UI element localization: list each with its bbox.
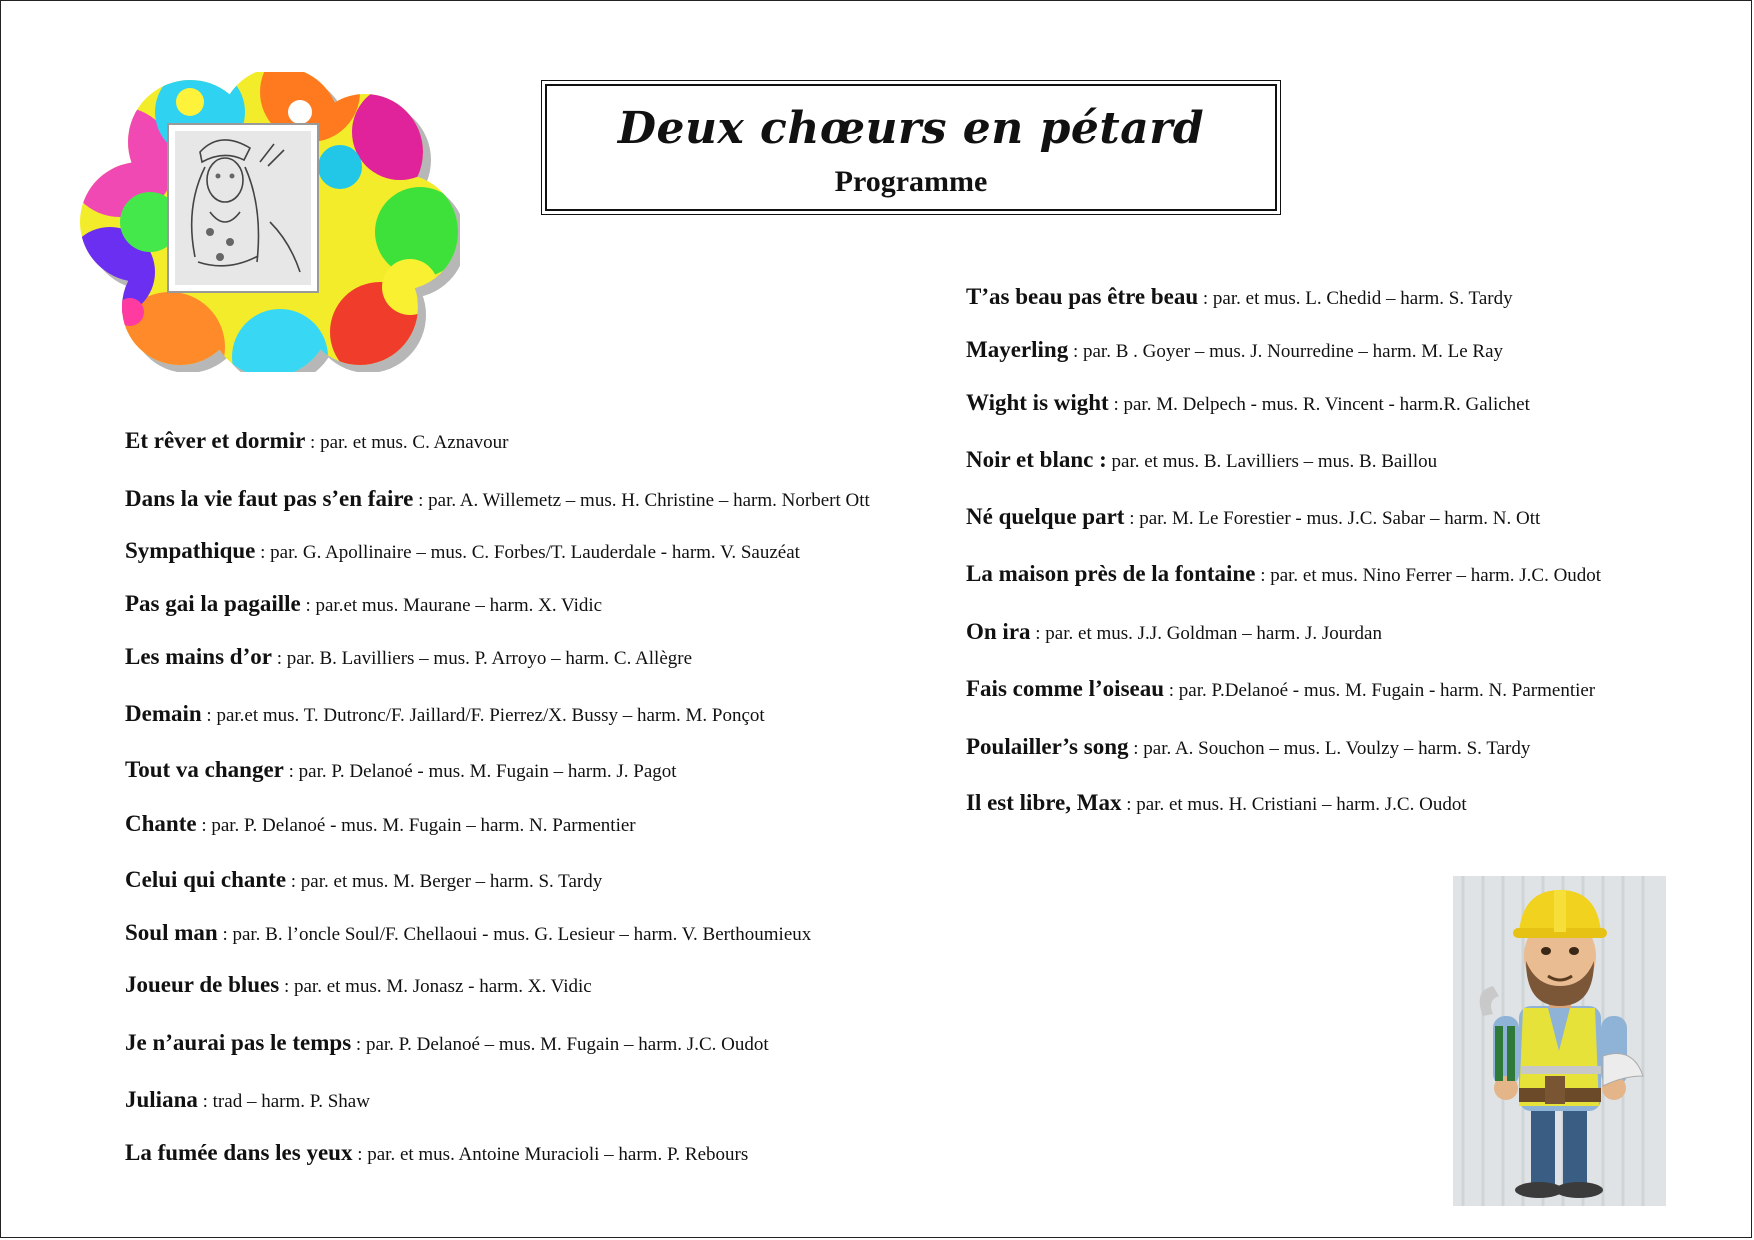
song-title: La fumée dans les yeux xyxy=(125,1140,353,1165)
song-credits: : par. P. Delanoé – mus. M. Fugain – harm. J.C. Oudot xyxy=(351,1034,769,1055)
song-item xyxy=(966,676,1595,704)
song-credits: : par. P.Delanoé - mus. M. Fugain - harm. N. Parmentier xyxy=(1164,680,1596,701)
worker-illustration xyxy=(1453,876,1666,1206)
song-credits: : par. A. Souchon – mus. L. Voulzy – harm. S. Tardy xyxy=(1128,738,1531,759)
song-title: Et rêver et dormir xyxy=(125,428,306,453)
song-title: Dans la vie faut pas s’en faire xyxy=(125,486,414,511)
song-credits: : par. P. Delanoé - mus. M. Fugain – harm. N. Parmentier xyxy=(196,815,636,836)
song-credits: : par. et mus. M. Jonasz - harm. X. Vidic xyxy=(279,976,592,997)
song-item xyxy=(125,757,677,785)
song-item xyxy=(966,447,1437,475)
song-title: Il est libre, Max xyxy=(966,790,1122,815)
song-item xyxy=(125,538,800,566)
song-item xyxy=(125,1030,769,1058)
song-title: Mayerling xyxy=(966,337,1069,362)
song-credits: : par.et mus. T. Dutronc/F. Jaillard/F. Pierrez/X. Bussy – harm. M. Ponçot xyxy=(201,705,765,726)
song-title: Je n’aurai pas le temps xyxy=(125,1030,352,1055)
song-credits: : par.et mus. Maurane – harm. X. Vidic xyxy=(300,595,603,616)
song-item xyxy=(966,790,1467,818)
song-title: Joueur de blues xyxy=(125,972,280,997)
song-title: Celui qui chante xyxy=(125,867,287,892)
song-item xyxy=(125,972,592,1000)
song-item xyxy=(966,561,1601,589)
song-item xyxy=(125,920,811,948)
song-credits: : par. B. l’oncle Soul/F. Chellaoui - mus. G. Lesieur – harm. V. Berthoumieux xyxy=(217,924,812,945)
song-title: Les mains d’or xyxy=(125,644,272,669)
song-item xyxy=(125,1140,748,1168)
song-credits: : par. P. Delanoé - mus. M. Fugain – harm. J. Pagot xyxy=(283,761,677,782)
song-title: Juliana xyxy=(125,1087,198,1112)
song-item xyxy=(125,811,636,839)
song-credits: : par. et mus. L. Chedid – harm. S. Tardy xyxy=(1198,288,1513,309)
song-credits: : par. et mus. J.J. Goldman – harm. J. Jourdan xyxy=(1030,623,1382,644)
song-credits: : par. et mus. C. Aznavour xyxy=(305,432,509,453)
song-item xyxy=(125,867,602,895)
title-box xyxy=(541,80,1281,215)
song-credits: : par. G. Apollinaire – mus. C. Forbes/T. Lauderdale - harm. V. Sauzéat xyxy=(255,542,800,563)
song-credits: : par. A. Willemetz – mus. H. Christine – harm. Norbert Ott xyxy=(413,490,870,511)
song-item xyxy=(125,1087,370,1115)
song-credits: : par. B. Lavilliers – mus. P. Arroyo – harm. C. Allègre xyxy=(271,648,693,669)
song-title: Noir et blanc : xyxy=(966,447,1107,472)
song-title: Wight is wight xyxy=(966,390,1109,415)
song-credits: : par. B . Goyer – mus. J. Nourredine – harm. M. Le Ray xyxy=(1068,341,1504,362)
song-credits: : par. et mus. Antoine Muracioli – harm. P. Rebours xyxy=(352,1144,749,1165)
song-title: Tout va changer xyxy=(125,757,284,782)
song-item xyxy=(125,591,602,619)
song-item xyxy=(966,390,1530,418)
song-title: Soul man xyxy=(125,920,218,945)
program-title: Deux chœurs en pétard xyxy=(617,103,1205,154)
song-credits: : par. M. Le Forestier - mus. J.C. Sabar – harm. N. Ott xyxy=(1124,508,1541,529)
song-item xyxy=(125,486,870,514)
song-title: Pas gai la pagaille xyxy=(125,591,301,616)
song-item xyxy=(966,619,1382,647)
song-item xyxy=(125,701,765,729)
song-title: La maison près de la fontaine xyxy=(966,561,1256,586)
hippie-illustration xyxy=(80,72,460,372)
song-credits: : par. et mus. Nino Ferrer – harm. J.C. Oudot xyxy=(1255,565,1602,586)
song-item xyxy=(125,428,508,456)
song-title: Poulailler’s song xyxy=(966,734,1129,759)
song-title: T’as beau pas être beau xyxy=(966,284,1199,309)
song-title: Demain xyxy=(125,701,202,726)
song-credits: : par. et mus. M. Berger – harm. S. Tardy xyxy=(286,871,603,892)
song-item xyxy=(966,504,1540,532)
song-title: Sympathique xyxy=(125,538,256,563)
song-item xyxy=(125,644,692,672)
song-credits: par. et mus. B. Lavilliers – mus. B. Baillou xyxy=(1106,451,1438,472)
song-title: Chante xyxy=(125,811,197,836)
song-item xyxy=(966,284,1513,312)
song-title: Né quelque part xyxy=(966,504,1125,529)
song-item xyxy=(966,337,1503,365)
song-credits: : trad – harm. P. Shaw xyxy=(197,1091,370,1112)
song-credits: : par. M. Delpech - mus. R. Vincent - harm.R. Galichet xyxy=(1108,394,1530,415)
song-title: Fais comme l’oiseau xyxy=(966,676,1165,701)
program-subtitle: Programme xyxy=(834,165,988,198)
song-title: On ira xyxy=(966,619,1031,644)
song-credits: : par. et mus. H. Cristiani – harm. J.C. Oudot xyxy=(1121,794,1467,815)
song-item xyxy=(966,734,1530,762)
